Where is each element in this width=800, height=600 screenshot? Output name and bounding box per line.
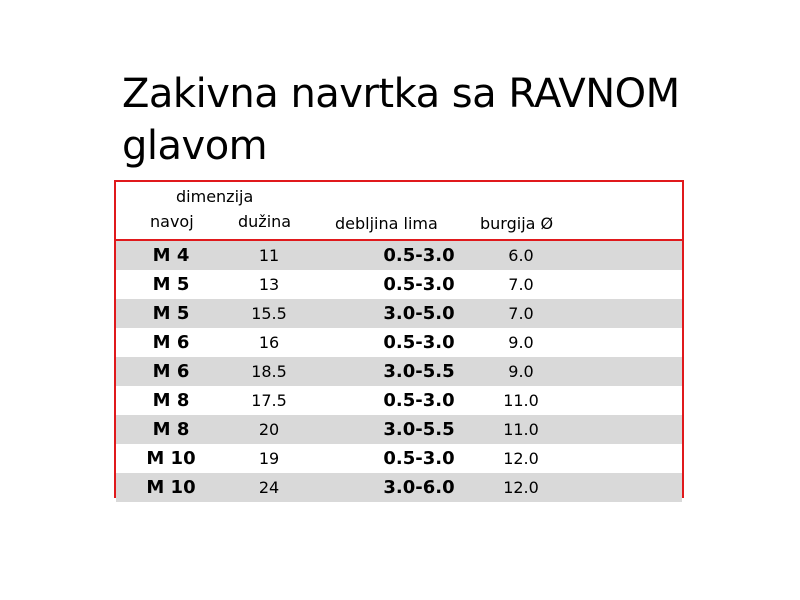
table-row [116,299,682,328]
sheet-thickness-cell: 3.0-5.5 [383,361,455,382]
sheet-thickness-cell: 0.5-3.0 [383,274,455,295]
thread-column-header: navoj [150,212,194,231]
page-title: Zakivna navrtka sa RAVNOM glavom [122,71,680,169]
thread-cell: M 4 [152,245,190,266]
table-row [116,241,682,270]
length-cell: 18.5 [251,362,287,381]
thread-cell: M 10 [146,477,196,498]
length-cell: 17.5 [251,391,287,410]
drill-cell: 9.0 [508,362,534,381]
length-cell: 24 [258,478,280,497]
length-cell: 19 [258,449,280,468]
drill-cell: 6.0 [508,246,534,265]
table-header [116,182,682,241]
sheet-thickness-cell: 0.5-3.0 [383,448,455,469]
table-row [116,386,682,415]
table-row [116,415,682,444]
drill-cell: 7.0 [508,304,534,323]
thread-cell: M 6 [152,361,190,382]
sheet-thickness-cell: 3.0-5.5 [383,419,455,440]
length-cell: 16 [258,333,280,352]
sheet-thickness-cell: 3.0-6.0 [383,477,455,498]
length-column-header: dužina [238,212,292,231]
length-cell: 11 [258,246,280,265]
sheet-thickness-cell: 0.5-3.0 [383,332,455,353]
drill-cell: 11.0 [503,420,539,439]
table-row [116,270,682,299]
thread-cell: M 5 [152,303,190,324]
thread-cell: M 8 [152,390,190,411]
table-row [116,328,682,357]
sheet-thickness-column-header: debljina lima [335,214,438,233]
dimension-group-label: dimenzija [176,187,254,206]
sheet-thickness-cell: 0.5-3.0 [383,390,455,411]
thread-cell: M 6 [152,332,190,353]
drill-cell: 12.0 [503,449,539,468]
thread-cell: M 5 [152,274,190,295]
rivet-nut-table [114,180,684,498]
table-row [116,473,682,502]
length-cell: 13 [258,275,280,294]
thread-cell: M 10 [146,448,196,469]
length-cell: 20 [258,420,280,439]
drill-cell: 11.0 [503,391,539,410]
sheet-thickness-cell: 3.0-5.0 [383,303,455,324]
drill-cell: 12.0 [503,478,539,497]
table-row [116,444,682,473]
table-body [116,241,682,502]
drill-column-header: burgija Ø [480,214,554,233]
length-cell: 15.5 [251,304,287,323]
drill-cell: 9.0 [508,333,534,352]
sheet-thickness-cell: 0.5-3.0 [383,245,455,266]
table-row [116,357,682,386]
thread-cell: M 8 [152,419,190,440]
drill-cell: 7.0 [508,275,534,294]
